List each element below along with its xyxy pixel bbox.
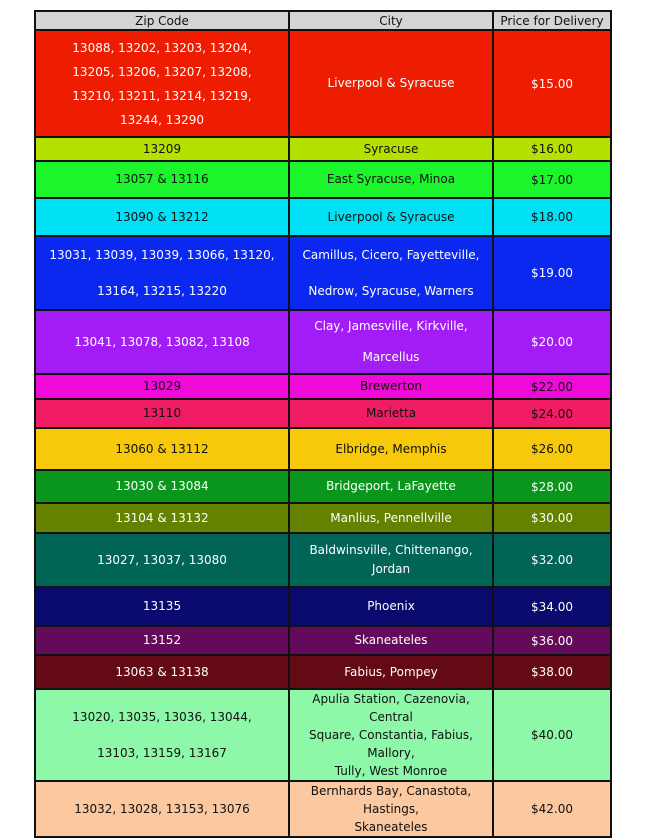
city-cell [289,503,493,533]
price-cell-text: $19.00 [531,266,573,280]
city-cell [289,137,493,161]
zip-code-cell-text: 13135 [142,599,182,614]
price-cell [493,137,611,161]
price-cell-text: $24.00 [531,406,573,421]
price-cell [493,626,611,655]
zip-code-cell-text: 13027, 13037, 13080 [97,552,227,567]
city-cell-text: Camillus, Cicero, Fayetteville, Nedrow, Syracuse, Warners [302,248,480,298]
zip-code-cell [35,655,289,689]
price-cell-text: $42.00 [531,802,573,816]
price-cell-text: $32.00 [531,553,573,567]
table-row [35,533,611,587]
zip-code-cell [35,236,289,310]
delivery-price-table [34,10,612,838]
table-row [35,399,611,428]
table-row [35,781,611,837]
table-body [35,30,611,837]
price-cell [493,533,611,587]
zip-code-cell-text: 13057 & 13116 [115,172,209,187]
zip-code-cell-text: 13090 & 13212 [115,209,209,224]
city-cell [289,374,493,399]
price-header: Price for Delivery [493,11,611,30]
city-cell-text: East Syracuse, Minoa [326,172,456,187]
price-cell [493,503,611,533]
table-row [35,137,611,161]
city-cell-text: Baldwinsville, Chittenango, Jordan [309,543,473,576]
price-cell [493,655,611,689]
price-cell-text: $30.00 [531,511,573,525]
city-cell-text: Clay, Jamesville, Kirkville, Marcellus [314,319,468,364]
city-cell-text: Manlius, Pennellville [330,510,452,525]
table-row [35,428,611,470]
city-cell-text: Elbridge, Memphis [335,441,447,456]
table-row [35,587,611,626]
price-cell-text: $38.00 [531,665,573,679]
city-cell-text: Liverpool & Syracuse [327,209,455,224]
price-cell-text: $17.00 [531,172,573,187]
price-cell-text: $22.00 [531,379,573,394]
city-cell-text: Apulia Station, Cazenovia, Central Square, Constantia, Fabius, Mallory, Tully, West Monroe [309,692,473,778]
zip-code-cell-text: 13088, 13202, 13203, 13204, 13205, 13206, 13207, 13208, 13210, 13211, 13214, 13219, 13244, 13290 [72,40,252,127]
city-cell [289,310,493,374]
zip-code-cell [35,689,289,781]
table-row [35,30,611,137]
zip-code-cell-text: 13031, 13039, 13039, 13066, 13120, 13164, 13215, 13220 [49,248,275,298]
city-cell-text: Marietta [365,406,417,421]
zip-code-cell-text: 13209 [142,141,182,156]
price-cell [493,781,611,837]
city-cell [289,30,493,137]
zip-code-header: Zip Code [35,11,289,30]
price-cell-text: $36.00 [531,633,573,648]
price-cell [493,198,611,236]
zip-code-cell-text: 13063 & 13138 [115,664,209,679]
city-cell-text: Bernhards Bay, Canastota, Hastings, Skaneateles [310,784,472,834]
price-cell [493,30,611,137]
table-row [35,310,611,374]
zip-code-cell-text: 13041, 13078, 13082, 13108 [74,334,250,349]
city-cell [289,655,493,689]
zip-code-cell-text: 13030 & 13084 [115,479,209,494]
header-row [35,11,611,30]
zip-code-cell [35,781,289,837]
city-cell-text: Brewerton [359,379,423,394]
price-cell [493,470,611,503]
table-row [35,626,611,655]
zip-code-cell [35,503,289,533]
city-cell-text: Fabius, Pompey [344,664,438,679]
price-cell-text: $15.00 [531,76,573,91]
price-cell [493,310,611,374]
price-cell [493,428,611,470]
price-cell [493,236,611,310]
zip-code-cell-text: 13060 & 13112 [115,441,209,456]
zip-code-cell-text: 13020, 13035, 13036, 13044, 13103, 13159, 13167 [72,710,252,760]
price-cell-text: $34.00 [531,599,573,614]
zip-code-cell-text: 13032, 13028, 13153, 13076 [74,801,250,816]
city-cell [289,533,493,587]
table-row [35,374,611,399]
zip-code-cell [35,587,289,626]
zip-code-cell-text: 13152 [142,633,182,648]
table-row [35,198,611,236]
city-cell-text: Liverpool & Syracuse [327,76,455,91]
zip-code-cell-text: 13104 & 13132 [115,510,209,525]
table-row [35,689,611,781]
table-row [35,161,611,198]
city-cell-text: Syracuse [363,141,419,156]
zip-code-cell [35,374,289,399]
city-cell [289,236,493,310]
city-cell [289,587,493,626]
price-cell [493,587,611,626]
table-row [35,470,611,503]
table-row [35,503,611,533]
city-cell [289,161,493,198]
city-cell-text: Phoenix [367,599,415,614]
city-cell [289,689,493,781]
price-cell [493,374,611,399]
zip-code-cell [35,428,289,470]
city-cell-text: Bridgeport, LaFayette [326,479,456,494]
table-row [35,655,611,689]
price-cell [493,399,611,428]
zip-code-cell [35,30,289,137]
price-cell-text: $18.00 [531,210,573,224]
city-cell [289,470,493,503]
city-cell [289,198,493,236]
city-cell [289,781,493,837]
city-cell [289,399,493,428]
price-cell-text: $26.00 [531,442,573,456]
zip-code-cell [35,533,289,587]
zip-code-cell [35,137,289,161]
zip-code-cell [35,198,289,236]
city-cell [289,626,493,655]
zip-code-cell-text: 13029 [142,379,182,394]
price-cell-text: $20.00 [531,335,573,349]
price-cell-text: $16.00 [531,142,573,156]
zip-code-cell [35,470,289,503]
zip-code-cell [35,399,289,428]
city-cell-text: Skaneateles [354,633,428,648]
zip-code-cell [35,626,289,655]
table-row [35,236,611,310]
price-cell-text: $28.00 [531,479,573,494]
zip-code-cell [35,310,289,374]
city-header: City [289,11,493,30]
city-cell [289,428,493,470]
zip-code-cell-text: 13110 [142,406,182,421]
zip-code-cell [35,161,289,198]
price-cell-text: $40.00 [531,728,573,742]
price-cell [493,689,611,781]
price-cell [493,161,611,198]
